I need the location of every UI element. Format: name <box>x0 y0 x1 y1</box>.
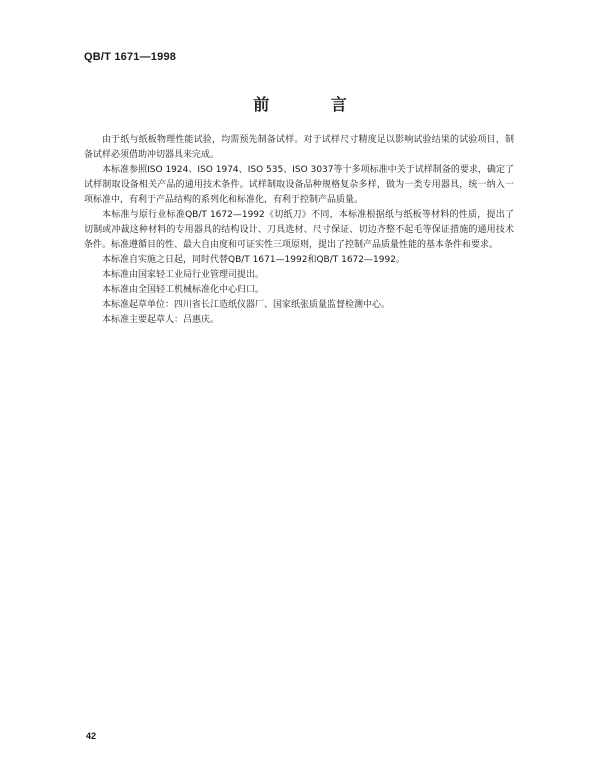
paragraph-7: 本标准起草单位：四川省长江造纸仪器厂、国家纸张质量监督检测中心。 <box>102 300 391 310</box>
paragraph-4: 本标准自实施之日起，同时代替QB/T 1671—1992和QB/T 1672—1992。 <box>102 255 405 265</box>
paragraph-8: 本标准主要起草人：吕惠庆。 <box>102 315 220 325</box>
paragraph-5: 本标准由国家轻工业局行业管理司提出。 <box>102 270 265 280</box>
preface-content <box>84 133 514 328</box>
standard-code: QB/T 1671—1998 <box>84 51 177 63</box>
page-number: 42 <box>86 731 97 741</box>
paragraph-6: 本标准由全国轻工机械标准化中心归口。 <box>102 285 265 295</box>
paragraph-1: 由于纸与纸板物理性能试验，均需预先制备试样。对于试样尺寸精度足以影响试验结果的试验项目，制备试样必须借助冲切器具来完成。 <box>84 135 514 160</box>
paragraph-3: 本标准与原行业标准QB/T 1672—1992《切纸刀》不同，本标准根据纸与纸板等材料的性质，提出了切制或冲裁这种材料的专用器具的结构设计、刀具选材、尺寸保证、切边齐整不起毛等保证措施的通用技术条件。标准遵循目的性、最大自由度和可证实性三项原则，提出了控制产品质量性能的基本条件和要求。 <box>84 210 514 250</box>
paragraph-2: 本标准参照ISO 1924、ISO 1974、ISO 535、ISO 3037等十多项标准中关于试样制备的要求，确定了试样制取设备相关产品的通用技术条件。试样制取设备品种规格复杂多样，做为一类专用器具，统一纳入一项标准中，有利于产品结构的系列化和标准化，有利于控制产品质量。 <box>84 165 514 205</box>
page-title: 前 言 <box>253 95 375 114</box>
